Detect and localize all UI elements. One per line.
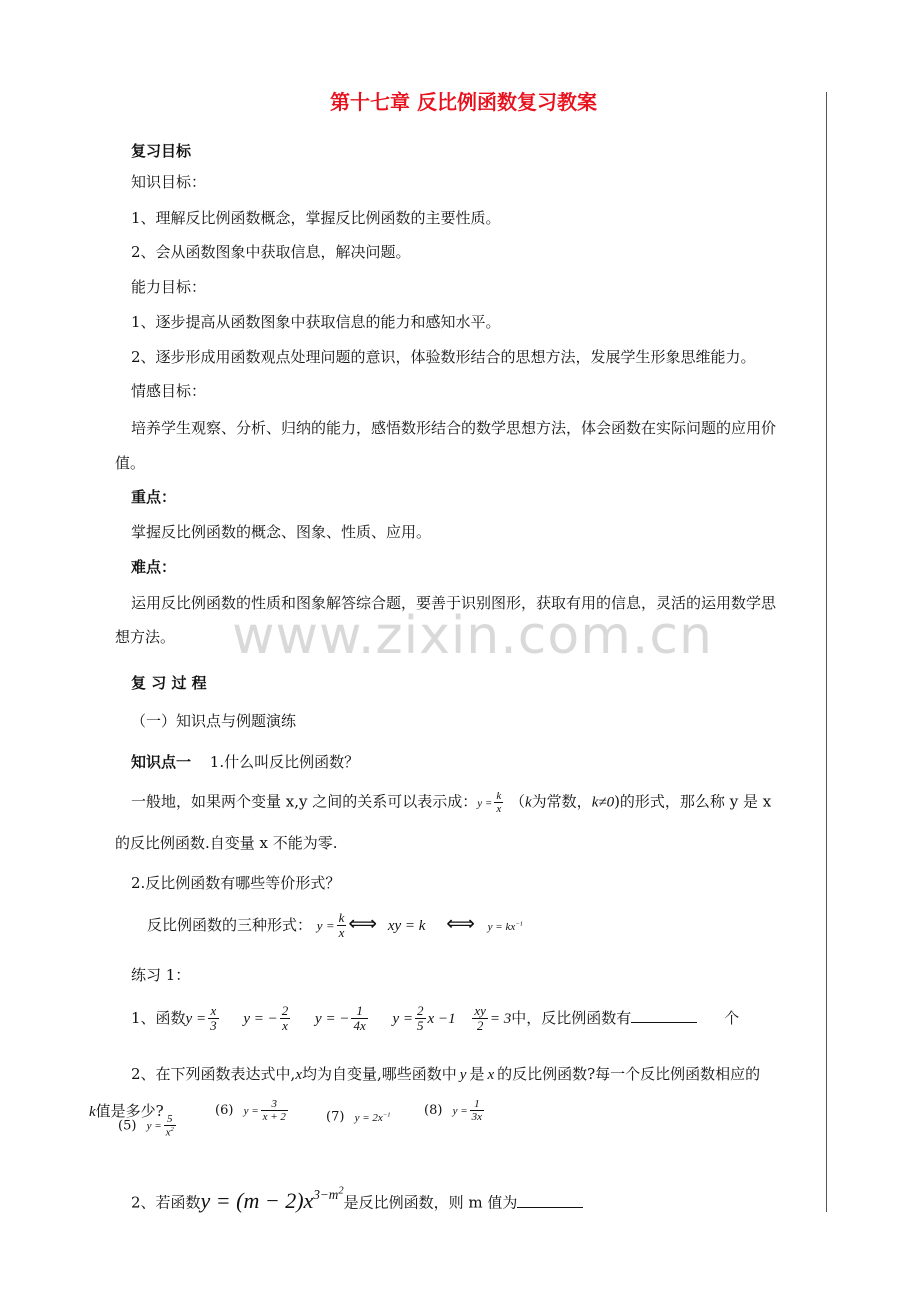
three-forms-label: 反比例函数的三种形式：: [147, 915, 313, 934]
option-5-lhs: y =: [146, 1120, 162, 1133]
iff-arrow-2: ⟺: [446, 910, 475, 935]
option-5: [118, 1113, 178, 1139]
right-margin-rule: [826, 92, 827, 1212]
practice-1-prefix: 1、函数: [131, 1008, 186, 1027]
f5-fraction: $\frac{xy}{2}$: [474, 1003, 486, 1034]
knowledge-item-2: 2、会从函数图象中获取信息，解决问题。: [131, 243, 411, 261]
p2-k-question: 值是多少?: [95, 1102, 164, 1120]
definition-text: 一般地，如果两个变量 x,y 之间的关系可以表示成：: [131, 792, 478, 811]
emotion-item-line-2: 值。: [115, 454, 146, 472]
form-1-fraction: $\frac{k}{x}$: [338, 910, 345, 941]
iff-arrow-1: ⟺: [348, 910, 378, 935]
option-6-label: (6): [215, 1103, 234, 1119]
symbol-k: k: [525, 794, 532, 811]
knowledge-point-label: 知识点一: [131, 753, 192, 771]
f3-fraction: $\frac{1}{4x}$: [353, 1003, 366, 1034]
f4-tail: x −1: [427, 1010, 456, 1027]
p2-mid2: 是: [469, 1065, 485, 1083]
goal-heading: 复习目标: [131, 142, 192, 160]
option-6: [215, 1098, 290, 1123]
difficulty-heading: 难点：: [131, 558, 177, 576]
question-2: 2.反比例函数有哪些等价形式？: [131, 874, 341, 892]
p2-var-x2: x: [487, 1067, 495, 1083]
option-7-formula: $y = 2x^{-1}$: [354, 1111, 391, 1124]
answer-blank-1[interactable]: [631, 1022, 697, 1023]
difficulty-text-line-2: 想方法。: [115, 628, 176, 646]
knowledge-goal-label: 知识目标：: [131, 173, 207, 191]
practice-item-2-line-1: [131, 1064, 760, 1085]
form-3: $y = kx^{-1}$: [487, 920, 523, 933]
fraction-k-over-x: $\frac{k}{x}$: [496, 790, 502, 816]
practice-1-unit: 个: [724, 1008, 740, 1027]
definition-line-1: [131, 790, 771, 815]
key-point-text: 掌握反比例函数的概念、图象、性质、应用。: [131, 523, 432, 541]
option-6-lhs: y =: [243, 1105, 259, 1118]
ability-goal-label: 能力目标：: [131, 278, 207, 296]
knowledge-point-1: [131, 752, 359, 772]
watermark: www.zixin.com.cn: [232, 606, 713, 666]
option-7-label: (7): [326, 1109, 345, 1125]
f4-lhs: y =: [392, 1010, 414, 1027]
practice-item-1: [131, 1004, 739, 1034]
option-8-fraction: $\frac{1}{3x}$: [471, 1098, 483, 1124]
document-title: 第十七章 反比例函数复习教案: [330, 90, 597, 114]
key-point-heading: 重点：: [131, 488, 177, 506]
definition-line-2: 的反比例函数.自变量 x 不能为零.: [115, 834, 338, 852]
answer-blank-3[interactable]: [517, 1207, 583, 1208]
p3-formula: $y = (m - 2)x^{3-m^2}$: [200, 1186, 344, 1213]
f3-lhs: y = −: [315, 1010, 350, 1027]
f1-lhs: y =: [185, 1010, 207, 1027]
p2-prefix: 2、在下列函数表达式中,: [131, 1065, 296, 1083]
option-5-label: (5): [118, 1118, 137, 1134]
p2-var-y: y: [459, 1067, 467, 1083]
review-process-heading: 复 习 过 程: [131, 674, 207, 692]
option-8: [424, 1098, 486, 1123]
ability-item-2: 2、逐步形成用函数观点处理问题的意识，体验数形结合的思想方法，发展学生形象思维能力。: [131, 348, 756, 366]
p2-var-x: x: [295, 1067, 302, 1083]
f2-lhs: y = −: [243, 1010, 278, 1027]
option-8-label: (8): [424, 1103, 443, 1119]
condition-k-nonzero: k≠0: [591, 794, 615, 811]
practice-1-suffix: 中，反比例函数有: [511, 1008, 632, 1027]
practice-label: 练习 1：: [131, 966, 191, 984]
form-2: xy = k: [387, 917, 426, 934]
p2-symbol-k: k: [89, 1104, 96, 1120]
section-1-heading: （一）知识点与例题演练: [131, 712, 297, 730]
knowledge-point-question: 1.什么叫反比例函数？: [209, 753, 360, 771]
f1-fraction: $\frac{x}{3}$: [210, 1003, 217, 1034]
practice-item-3: [131, 1182, 583, 1213]
p3-suffix: 是反比例函数，则 m 值为: [343, 1193, 518, 1212]
option-8-lhs: y =: [452, 1105, 468, 1118]
emotion-goal-label: 情感目标：: [131, 382, 207, 400]
definition-tail: )的形式，那么称 y 是 x: [614, 792, 772, 811]
f2-fraction: $\frac{2}{x}$: [281, 1003, 289, 1034]
p2-mid: 均为自变量,哪些函数中: [302, 1065, 457, 1083]
p2-suffix: 的反比例函数?每一个反比例函数相应的: [497, 1065, 761, 1083]
constant-text: 为常数，: [531, 792, 592, 811]
option-5-fraction: $\frac{5}{x^2}$: [165, 1113, 174, 1139]
formula-y-eq: y =: [477, 797, 493, 810]
knowledge-item-1: 1、理解反比例函数概念，掌握反比例函数的主要性质。: [131, 209, 501, 227]
ability-item-1: 1、逐步提高从函数图象中获取信息的能力和感知水平。: [131, 313, 501, 331]
p3-prefix: 2、若函数: [131, 1193, 201, 1212]
emotion-item-line-1: 培养学生观察、分析、归纳的能力，感悟数形结合的数学思想方法，体会函数在实际问题的应用价: [131, 419, 777, 437]
difficulty-text-line-1: 运用反比例函数的性质和图象解答综合题，要善于识别图形，获取有用的信息，灵活的运用数学思: [131, 594, 777, 612]
option-6-fraction: $\frac{3}{x + 2}$: [262, 1098, 286, 1124]
f5-tail: = 3: [489, 1010, 512, 1027]
option-7: [326, 1105, 391, 1128]
f4-fraction: $\frac{2}{5}$: [417, 1003, 424, 1034]
form-1-lhs: y =: [316, 917, 335, 933]
three-forms-line: [147, 911, 523, 941]
paren-open: （: [509, 792, 525, 811]
